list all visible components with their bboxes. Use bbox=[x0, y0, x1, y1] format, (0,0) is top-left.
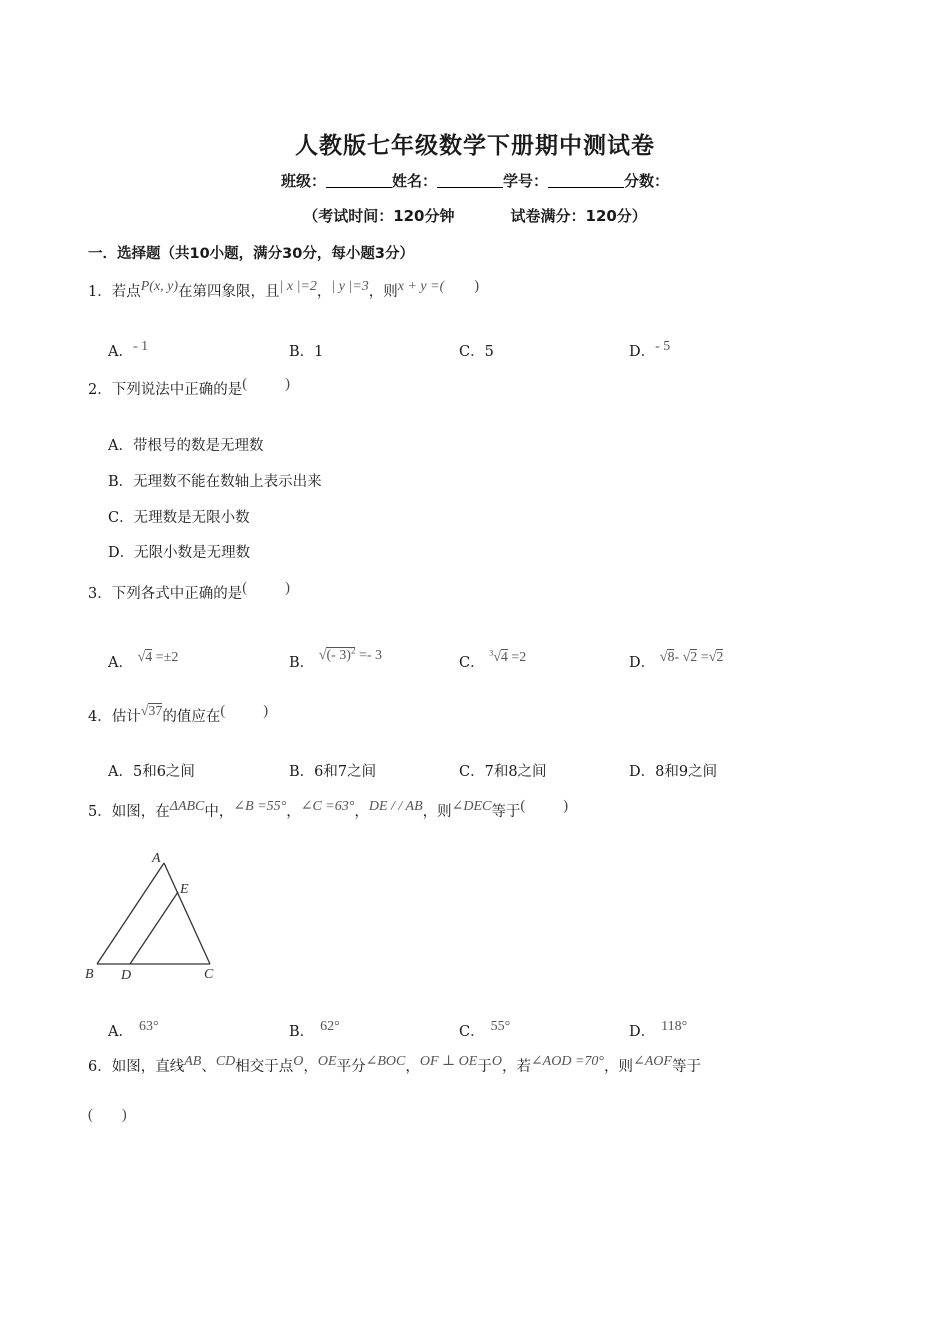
question-text: 的值应在 bbox=[162, 709, 221, 725]
option-value: 无理数不能在数轴上表示出来 bbox=[133, 474, 322, 490]
option-value: 1 bbox=[314, 344, 324, 360]
option-value: 5 bbox=[484, 344, 494, 360]
math-expr: AB bbox=[184, 1054, 202, 1069]
student-info-line bbox=[0, 170, 950, 191]
option-b[interactable] bbox=[289, 1020, 340, 1041]
option-a[interactable] bbox=[108, 651, 178, 672]
question-text: 中， bbox=[204, 804, 234, 820]
math-expr: ∠B =55° bbox=[233, 799, 287, 814]
option-a[interactable] bbox=[108, 760, 195, 781]
option-b[interactable] bbox=[289, 340, 323, 361]
option-label: A． bbox=[108, 655, 133, 671]
triangle-figure bbox=[82, 846, 222, 986]
exam-full-score: 试卷满分：120分） bbox=[510, 207, 647, 225]
math-expr: ∠AOD =70° bbox=[530, 1054, 605, 1069]
option-label: D． bbox=[629, 344, 656, 360]
option-value: =- 3 bbox=[358, 648, 383, 663]
question-6 bbox=[88, 1055, 701, 1076]
option-label: C． bbox=[459, 344, 485, 360]
question-text: ，则 bbox=[604, 1059, 634, 1075]
math-cbrt: $^3$√4 =2 bbox=[489, 648, 527, 665]
label-c: C bbox=[204, 967, 214, 982]
math-sqrt: √4 =±2 bbox=[137, 650, 179, 665]
answer-paren: ) bbox=[285, 376, 290, 392]
question-text: 、 bbox=[201, 1059, 216, 1075]
exponent: 2 bbox=[350, 645, 356, 656]
question-text: 下列说法中正确的是 bbox=[111, 382, 243, 398]
question-text: 如图，在 bbox=[111, 804, 170, 820]
option-label: C． bbox=[459, 764, 485, 780]
math-expr: O bbox=[491, 1054, 502, 1069]
math-expr: O bbox=[293, 1054, 304, 1069]
option-b[interactable] bbox=[108, 470, 322, 491]
section-heading: 一．选择题（共10小题，满分30分，每小题3分） bbox=[88, 246, 414, 262]
answer-paren: ( ) bbox=[88, 1107, 127, 1123]
option-label: D． bbox=[108, 545, 135, 561]
label-a: A bbox=[152, 851, 161, 866]
option-value: 无限小数是无理数 bbox=[134, 545, 251, 561]
option-d[interactable] bbox=[629, 651, 723, 672]
answer-paren: ( bbox=[242, 376, 248, 392]
math-expr: √8- √2 =√2 bbox=[659, 650, 724, 665]
side-ac bbox=[164, 863, 210, 964]
math-expr: x + y =( bbox=[397, 279, 445, 294]
question-2 bbox=[88, 378, 290, 399]
question-5 bbox=[88, 800, 568, 821]
option-b[interactable] bbox=[289, 645, 383, 672]
math-expr: ∠AOF bbox=[633, 1054, 672, 1069]
label-b: B bbox=[85, 967, 94, 982]
radicand: 2 bbox=[690, 650, 698, 665]
option-label: A． bbox=[108, 1024, 133, 1040]
answer-paren: ( bbox=[220, 703, 226, 719]
option-label: C． bbox=[108, 510, 134, 526]
option-value: 55° bbox=[490, 1019, 511, 1034]
question-text: ，则 bbox=[422, 804, 452, 820]
option-value: =±2 bbox=[155, 650, 179, 665]
option-c[interactable] bbox=[459, 340, 494, 361]
question-text: ， bbox=[405, 1059, 420, 1075]
question-1 bbox=[88, 280, 479, 301]
question-number: 6． bbox=[88, 1059, 112, 1075]
class-label: 班级： bbox=[280, 172, 326, 190]
radicand: 4 bbox=[500, 650, 508, 665]
exam-info bbox=[0, 205, 950, 226]
option-label: D． bbox=[629, 655, 656, 671]
option-value: - 1 bbox=[132, 339, 149, 354]
question-text: ， bbox=[286, 804, 301, 820]
option-label: B． bbox=[108, 474, 134, 490]
question-3 bbox=[88, 582, 290, 603]
radicand: 37 bbox=[148, 704, 163, 719]
math-expr: | y |=3 bbox=[331, 279, 369, 294]
option-label: B． bbox=[289, 655, 315, 671]
question-text: 估计 bbox=[111, 709, 141, 725]
option-c[interactable] bbox=[459, 1020, 510, 1041]
option-label: D． bbox=[629, 1024, 656, 1040]
label-e: E bbox=[180, 882, 189, 897]
question-text: 下列各式中正确的是 bbox=[111, 586, 243, 602]
option-d[interactable] bbox=[629, 760, 717, 781]
option-c[interactable] bbox=[108, 506, 250, 527]
option-value: =2 bbox=[511, 650, 527, 665]
question-text: 如图，直线 bbox=[111, 1059, 185, 1075]
radicand: 4 bbox=[145, 650, 153, 665]
side-ab bbox=[97, 863, 164, 964]
option-value: 5和6之间 bbox=[132, 764, 195, 780]
option-b[interactable] bbox=[289, 760, 376, 781]
question-text: ， bbox=[316, 284, 332, 300]
option-d[interactable] bbox=[629, 340, 670, 361]
score-label: 分数： bbox=[624, 172, 670, 190]
radicand: (- 3)$^2$ bbox=[326, 645, 356, 663]
math-sqrt: √37 bbox=[140, 704, 163, 719]
question-number: 4． bbox=[88, 709, 112, 725]
answer-paren: ) bbox=[563, 798, 569, 814]
root-index: 3 bbox=[489, 648, 494, 658]
option-label: D． bbox=[629, 764, 656, 780]
option-value: 8和9之间 bbox=[655, 764, 718, 780]
id-blank bbox=[548, 173, 624, 188]
option-value: - 5 bbox=[655, 339, 671, 354]
class-blank bbox=[326, 173, 392, 188]
answer-paren: ) bbox=[263, 703, 269, 719]
question-number: 1． bbox=[88, 284, 112, 300]
option-label: B． bbox=[289, 1024, 315, 1040]
question-text: 若点 bbox=[111, 284, 141, 300]
question-text: ， bbox=[354, 804, 369, 820]
option-c[interactable] bbox=[459, 760, 547, 781]
question-4 bbox=[88, 705, 268, 726]
option-label: A． bbox=[108, 438, 133, 454]
math-expr: | x |=2 bbox=[279, 279, 317, 294]
radicand: 2 bbox=[716, 650, 724, 665]
option-label: C． bbox=[459, 1024, 485, 1040]
option-value: 7和8之间 bbox=[484, 764, 547, 780]
option-d[interactable] bbox=[108, 541, 250, 562]
math-expr: ∠C =63° bbox=[300, 799, 355, 814]
option-label: B． bbox=[289, 344, 315, 360]
option-label: A． bbox=[108, 344, 133, 360]
math-sqrt: √(- 3)$^2$ =- 3 bbox=[318, 645, 383, 663]
option-a[interactable] bbox=[108, 434, 263, 455]
math-expr: P(x, y) bbox=[140, 279, 179, 294]
question-number: 3． bbox=[88, 586, 112, 602]
option-d[interactable] bbox=[629, 1020, 687, 1041]
math-expr: ΔABC bbox=[169, 799, 205, 814]
page-title: 人教版七年级数学下册期中测试卷 bbox=[295, 133, 655, 159]
question-number: 5． bbox=[88, 804, 112, 820]
option-a[interactable] bbox=[108, 340, 148, 361]
option-a[interactable] bbox=[108, 1020, 159, 1041]
question-number: 2． bbox=[88, 382, 112, 398]
question-text: ， bbox=[303, 1059, 318, 1075]
option-label: B． bbox=[289, 764, 315, 780]
name-label: 姓名： bbox=[391, 172, 437, 190]
math-expr: ∠BOC bbox=[365, 1054, 406, 1069]
answer-paren: ( bbox=[520, 798, 526, 814]
id-label: 学号： bbox=[503, 172, 549, 190]
question-text: 等于 bbox=[671, 1059, 701, 1075]
option-value: 62° bbox=[320, 1019, 340, 1034]
option-label: C． bbox=[459, 655, 485, 671]
question-text: 于 bbox=[477, 1059, 492, 1075]
option-c[interactable] bbox=[459, 648, 527, 672]
math-expr: ∠DEC bbox=[451, 799, 492, 814]
question-text: 在第四象限，且 bbox=[178, 284, 280, 300]
name-blank bbox=[437, 173, 503, 188]
option-value: 6和7之间 bbox=[314, 764, 377, 780]
option-value: 无理数是无限小数 bbox=[133, 510, 250, 526]
math-expr: OF ⊥ OE bbox=[419, 1054, 478, 1069]
math-expr: CD bbox=[215, 1054, 236, 1069]
question-text: ，若 bbox=[501, 1059, 531, 1075]
math-expr: DE / / AB bbox=[368, 799, 423, 814]
exam-time: （考试时间：120分钟 bbox=[303, 207, 455, 225]
option-value: 118° bbox=[661, 1019, 688, 1034]
question-text: 等于 bbox=[491, 804, 521, 820]
answer-paren: ) bbox=[474, 278, 480, 294]
option-value: 带根号的数是无理数 bbox=[132, 438, 264, 454]
question-text: 相交于点 bbox=[235, 1059, 294, 1075]
answer-paren: ( bbox=[242, 580, 248, 596]
label-d: D bbox=[121, 968, 132, 983]
radicand: 8 bbox=[667, 650, 675, 665]
option-label: A． bbox=[108, 764, 133, 780]
math-expr: OE bbox=[317, 1054, 337, 1069]
answer-paren: ) bbox=[285, 580, 290, 596]
question-text: 平分 bbox=[336, 1059, 366, 1075]
option-value: 63° bbox=[138, 1019, 159, 1034]
question-text: ，则 bbox=[368, 284, 398, 300]
